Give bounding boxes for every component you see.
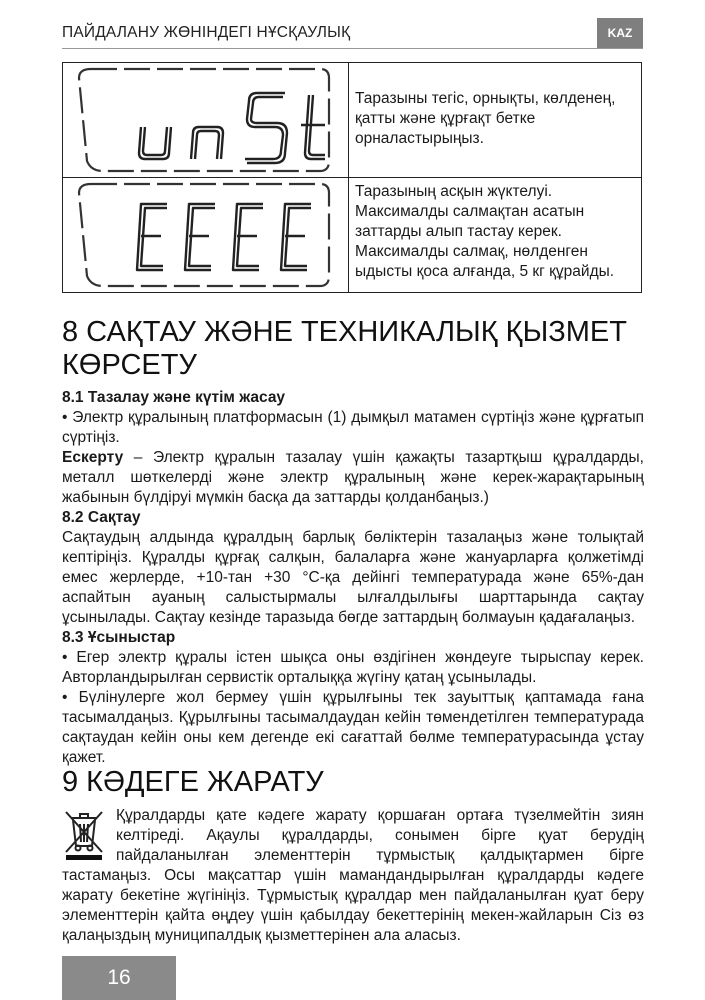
paragraph: Құралдарды қате кәдеге жарату қоршаған ортаға түзелмейтін зиян келтіреді. Ақаулы құралдарды, сонымен бірге қуат берудің пайдаланылған элементтерін тұрмыстық қалдықтармен бірге тастамаңыз. Осы мақсаттар үшін мамандандырылған құралдарды кәдеге жарату бекетіне жүгініңіз. Тұрмыстық құралдар мен пайдаланылған қуат беру элементтерін қайта өңдеу үшін қабылдау бекеттерінің мекен-жайларын Сіз өз қалаңыздың муниципалдық қызметтерінен ала аласыз. xyxy=(62,807,644,944)
paragraph: Сақтаудың алдында құралдың барлық бөліктерін тазалаңыз және толықтай кептіріңіз. Құралды құрғақ салқын, балаларға және жануарларға қолжетімді емес жерлерде, +10-тан +30 °С-қа дейінгі температурада және 65%-дан аспайтын ауаның салыстырмалы ылғалдылығы шарттарында сақтау ұсынылады. Сақтау кезінде таразыда бөгде заттардың болмауын қадағалаңыз. xyxy=(62,529,644,626)
section-8-title: 8 САҚТАУ ЖӘНЕ ТЕХНИКАЛЫҚ ҚЫЗМЕТ КӨРСЕТУ xyxy=(62,316,627,381)
header-title: ПАЙДАЛАНУ ЖӨНІНДЕГІ НҰСҚАУЛЫҚ xyxy=(62,24,351,41)
note-paragraph xyxy=(62,448,644,508)
subsection-8-2-title: 8.2 Сақтау xyxy=(62,509,141,526)
lcd-display-cell xyxy=(63,178,349,293)
language-badge: KAZ xyxy=(597,18,643,48)
error-row xyxy=(63,178,642,293)
section-9-body xyxy=(62,806,644,946)
subsection-8-1-title: 8.1 Тазалау және күтім жасау xyxy=(62,389,286,406)
lcd-display-cell xyxy=(63,63,349,178)
note-label: Ескерту xyxy=(62,449,124,466)
note-text: – Электр құралын тазалау үшін қажақты тазартқыш құралдарды, металл шөткелерді және электр құралының және керек-жарақтарының жабынын бүлдіруі мүмкін басқа да заттарды қолданбаңыз.) xyxy=(62,449,644,506)
crossed-out-bin-icon xyxy=(62,808,106,860)
header-divider xyxy=(62,48,643,49)
lcd-display-eeee xyxy=(63,178,348,292)
error-code-table xyxy=(62,62,642,293)
error-description: Таразыны тегіс, орнықты, көлденең, қатты және құрғақт бетке орналастырыңыз. xyxy=(349,63,642,178)
page-number: 16 xyxy=(62,956,176,1000)
subsection-8-3-title: 8.3 Ұсыныстар xyxy=(62,629,176,646)
lcd-display-unst xyxy=(63,63,348,177)
paragraph: • Егер электр құралы істен шықса оны өздігінен жөндеуге тырыспау керек. Авторландырылған сервистік орталыққа жүгіну қатаң ұсынылады. xyxy=(62,649,644,686)
section-8-body xyxy=(62,388,644,768)
section-9-title: 9 КӘДЕГЕ ЖАРАТУ xyxy=(62,766,324,798)
error-row xyxy=(63,63,642,178)
paragraph: • Электр құралының платформасын (1) дымқыл матамен сүртіңіз және құрғатып сүртіңіз. xyxy=(62,409,644,446)
error-description: Таразының асқын жүктелуі. Максималды салмақтан асатын заттарды алып тастау керек. Максималды салмақ, нөлденген ыдысты қоса алғанда, 5 кг құрайды. xyxy=(349,178,642,293)
paragraph: • Бүлінулерге жол бермеу үшін құрылғыны тек зауыттық қаптамада ғана тасымалдаңыз. Құрылғыны тасымалдаудан кейін төмендетілген температурада сақтаудан кейін оны кем дегенде екі сағаттай бөлме температурасында ұстау қажет. xyxy=(62,689,644,766)
